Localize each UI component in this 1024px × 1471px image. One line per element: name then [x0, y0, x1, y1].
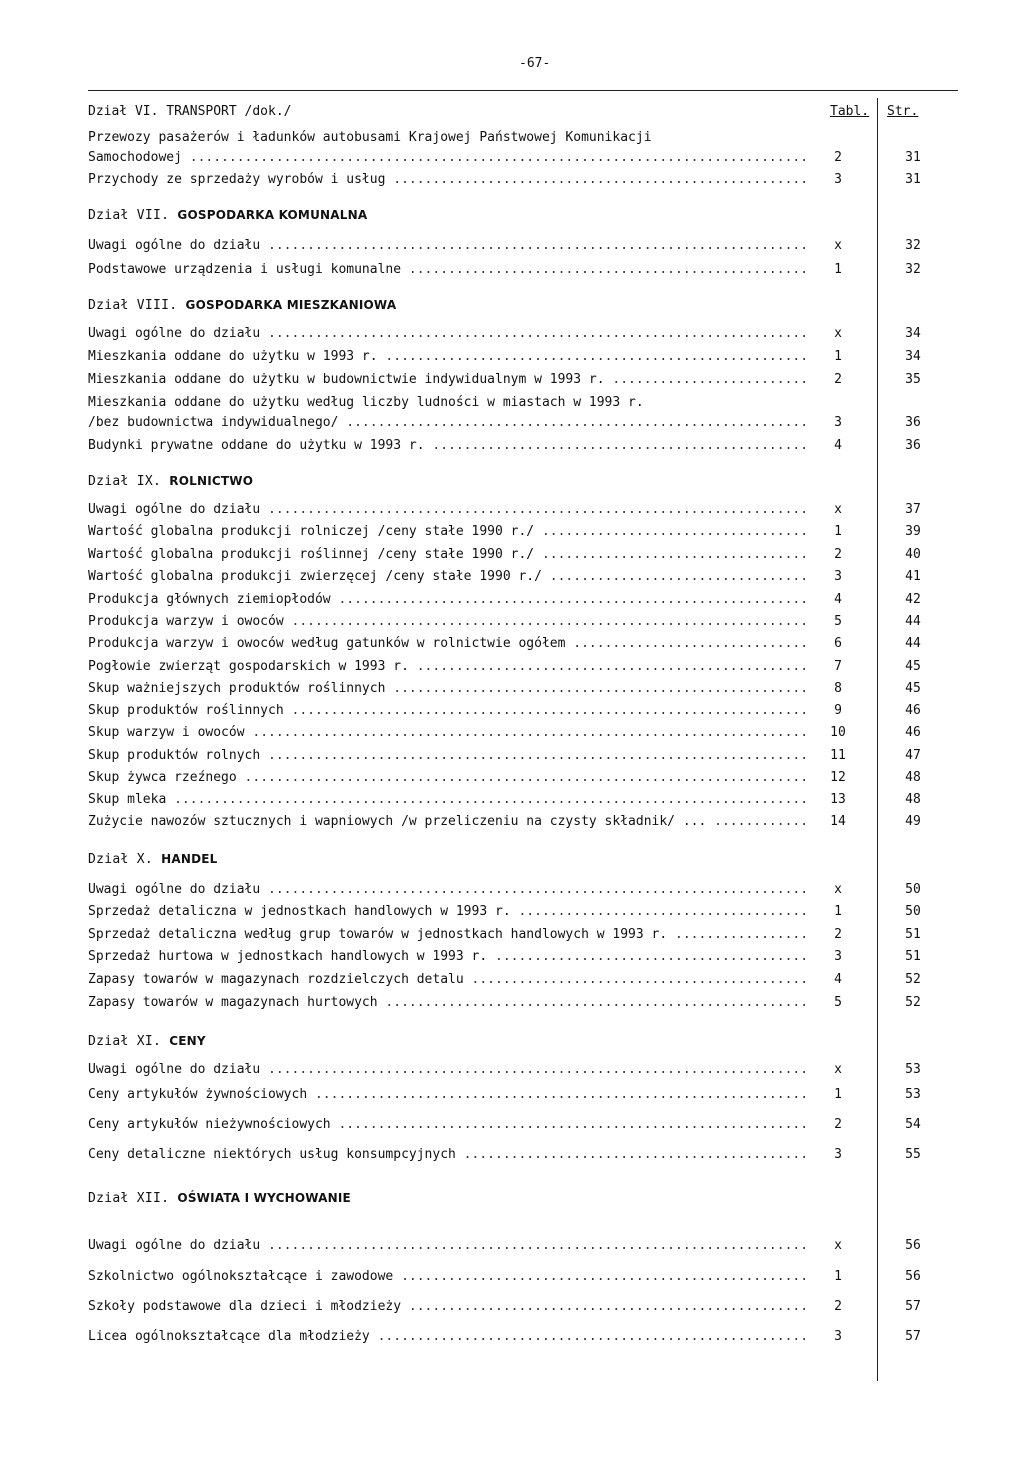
- toc-row-str: 51: [905, 927, 921, 942]
- toc-row-str: 46: [905, 725, 921, 740]
- toc-row-tabl: 1: [834, 524, 842, 539]
- toc-row-tabl: x: [834, 502, 842, 517]
- toc-row-str: 37: [905, 502, 921, 517]
- section-name: GOSPODARKA MIESZKANIOWA: [185, 298, 397, 312]
- toc-row-str: 54: [905, 1117, 921, 1132]
- toc-row: [88, 236, 935, 256]
- toc-row-tabl: 4: [834, 972, 842, 987]
- toc-row-desc: Pogłowie zwierząt gospodarskich w 1993 r. .....: [88, 657, 808, 677]
- toc-row-tabl: 2: [834, 150, 842, 165]
- toc-row-tabl: x: [834, 326, 842, 341]
- toc-row-desc: Wartość globalna produkcji zwierzęcej /ceny stałe 1990 r./ .....: [88, 567, 808, 587]
- toc-row: [88, 370, 935, 390]
- toc-row-desc: Sprzedaż detaliczna według grup towarów w jednostkach handlowych w 1993 r. .....: [88, 925, 808, 945]
- toc-row-str: 52: [905, 995, 921, 1010]
- toc-row-str: 42: [905, 592, 921, 607]
- toc-row-desc: Szkoły podstawowe dla dzieci i młodzieży .....: [88, 1297, 808, 1317]
- toc-row: [88, 880, 935, 900]
- toc-row-desc: Wartość globalna produkcji rolniczej /ceny stałe 1990 r./ .....: [88, 522, 808, 542]
- toc-row-desc: Skup produktów rolnych .....: [88, 746, 808, 766]
- toc-row-desc: Skup żywca rzeźnego .....: [88, 768, 808, 788]
- toc-row: [88, 634, 935, 654]
- toc-row-tabl: 3: [834, 172, 842, 187]
- toc-row: [88, 790, 935, 810]
- toc-row-str: 36: [905, 415, 921, 430]
- toc-row-str: 52: [905, 972, 921, 987]
- toc-row-tabl: 3: [834, 949, 842, 964]
- toc-row-tabl: 4: [834, 438, 842, 453]
- toc-row-str: 46: [905, 703, 921, 718]
- toc-row-desc: Budynki prywatne oddane do użytku w 1993 r. .....: [88, 436, 808, 456]
- toc-row-tabl: x: [834, 882, 842, 897]
- toc-row-str: 53: [905, 1062, 921, 1077]
- toc-row: [88, 324, 935, 344]
- toc-row-str: 44: [905, 614, 921, 629]
- toc-row-tabl: 5: [834, 614, 842, 629]
- toc-row-str: 47: [905, 748, 921, 763]
- toc-row: [88, 925, 935, 945]
- toc-row: [88, 1297, 935, 1317]
- section-heading-x: [88, 852, 218, 867]
- toc-row-desc: Skup produktów roślinnych .....: [88, 701, 808, 721]
- toc-row-tabl: 9: [834, 703, 842, 718]
- toc-row: [88, 1060, 935, 1080]
- toc-row-tabl: 3: [834, 415, 842, 430]
- section-name: GOSPODARKA KOMUNALNA: [177, 208, 368, 222]
- toc-row: [88, 130, 935, 168]
- toc-row-tabl: 2: [834, 927, 842, 942]
- toc-row-tabl: 2: [834, 547, 842, 562]
- toc-row: [88, 902, 935, 922]
- toc-row-desc: /bez budownictwa indywidualnego/ .....: [88, 413, 808, 433]
- toc-row-desc: Zapasy towarów w magazynach rozdzielczych detalu .....: [88, 970, 808, 990]
- toc-row-tabl: 14: [830, 814, 846, 829]
- toc-row-desc: Skup warzyw i owoców .....: [88, 723, 808, 743]
- toc-row-desc: Samochodowej .....: [88, 148, 808, 168]
- toc-row-tabl: 2: [834, 372, 842, 387]
- toc-row-str: 34: [905, 326, 921, 341]
- toc-row-tabl: 8: [834, 681, 842, 696]
- toc-row-desc: Mieszkania oddane do użytku w 1993 r. .....: [88, 347, 808, 367]
- section-label: Dział IX.: [88, 474, 162, 489]
- toc-row-str: 50: [905, 904, 921, 919]
- toc-row-str: 45: [905, 681, 921, 696]
- toc-row-str: 41: [905, 569, 921, 584]
- toc-row: [88, 545, 935, 565]
- toc-row-str: 39: [905, 524, 921, 539]
- toc-row-str: 45: [905, 659, 921, 674]
- toc-row-str: 32: [905, 238, 921, 253]
- toc-row-pre: Mieszkania oddane do użytku według liczby ludności w miastach w 1993 r.: [88, 395, 644, 410]
- toc-row-tabl: 1: [834, 1269, 842, 1284]
- toc-row-str: 51: [905, 949, 921, 964]
- section-heading-viii: [88, 298, 396, 313]
- section-heading-vii: [88, 208, 367, 223]
- toc-row-tabl: x: [834, 1238, 842, 1253]
- toc-row-tabl: 3: [834, 569, 842, 584]
- toc-row-str: 50: [905, 882, 921, 897]
- toc-row: [88, 812, 935, 832]
- toc-row-desc: Uwagi ogólne do działu .....: [88, 1236, 808, 1256]
- toc-row-tabl: 1: [834, 262, 842, 277]
- toc-row: [88, 1327, 935, 1347]
- toc-row: [88, 1145, 935, 1165]
- section-label: Dział VIII.: [88, 298, 178, 313]
- toc-row: [88, 567, 935, 587]
- toc-row: [88, 723, 935, 743]
- toc-row-tabl: 5: [834, 995, 842, 1010]
- toc-row-desc: Ceny artykułów nieżywnościowych .....: [88, 1115, 808, 1135]
- toc-row-tabl: 2: [834, 1299, 842, 1314]
- toc-row: [88, 947, 935, 967]
- toc-row-desc: Ceny detaliczne niektórych usług konsumpcyjnych .....: [88, 1145, 808, 1165]
- toc-row-tabl: 2: [834, 1117, 842, 1132]
- toc-row-desc: Produkcja głównych ziemiopłodów .....: [88, 590, 808, 610]
- toc-row: [88, 679, 935, 699]
- toc-row-tabl: x: [834, 1062, 842, 1077]
- toc-row-str: 57: [905, 1329, 921, 1344]
- toc-row-tabl: x: [834, 238, 842, 253]
- toc-row-str: 36: [905, 438, 921, 453]
- toc-row-tabl: 1: [834, 904, 842, 919]
- toc-row-str: 31: [905, 150, 921, 165]
- toc-row-tabl: 12: [830, 770, 846, 785]
- section-heading-xii: [88, 1191, 351, 1206]
- toc-row: [88, 395, 935, 433]
- toc-row-desc: Skup ważniejszych produktów roślinnych .....: [88, 679, 808, 699]
- toc-row-desc: Zużycie nawozów sztucznych i wapniowych /w przeliczeniu na czysty składnik/ ... .....: [88, 812, 808, 832]
- toc-row: [88, 612, 935, 632]
- toc-row-str: 34: [905, 349, 921, 364]
- toc-row-str: 31: [905, 172, 921, 187]
- section-name: CENY: [169, 1034, 206, 1048]
- toc-row: [88, 522, 935, 542]
- toc-row-desc: Produkcja warzyw i owoców .....: [88, 612, 808, 632]
- toc-row-desc: Uwagi ogólne do działu .....: [88, 880, 808, 900]
- toc-row-str: 48: [905, 792, 921, 807]
- toc-row: [88, 170, 935, 190]
- toc-row: [88, 1236, 935, 1256]
- toc-row-tabl: 1: [834, 1087, 842, 1102]
- section-label: Dział XI.: [88, 1034, 162, 1049]
- toc-row-desc: Szkolnictwo ogólnokształcące i zawodowe .....: [88, 1267, 808, 1287]
- column-header-str: Str.: [887, 104, 919, 119]
- toc-row-str: 49: [905, 814, 921, 829]
- toc-row-pre: Przewozy pasażerów i ładunków autobusami Krajowej Państwowej Komunikacji: [88, 130, 652, 145]
- toc-row: [88, 1115, 935, 1135]
- toc-row: [88, 260, 935, 280]
- toc-row-desc: Mieszkania oddane do użytku w budownictwie indywidualnym w 1993 r. .....: [88, 370, 808, 390]
- toc-row: [88, 768, 935, 788]
- section-title: Dział VI. TRANSPORT /dok./: [88, 104, 292, 119]
- toc-row-tabl: 3: [834, 1329, 842, 1344]
- toc-row: [88, 590, 935, 610]
- toc-row-str: 56: [905, 1238, 921, 1253]
- toc-row-str: 55: [905, 1147, 921, 1162]
- toc-row: [88, 1267, 935, 1287]
- toc-row-str: 48: [905, 770, 921, 785]
- toc-row: [88, 436, 935, 456]
- toc-row-str: 56: [905, 1269, 921, 1284]
- toc-row-desc: Sprzedaż detaliczna w jednostkach handlowych w 1993 r. .....: [88, 902, 808, 922]
- toc-row-str: 53: [905, 1087, 921, 1102]
- toc-row: [88, 500, 935, 520]
- toc-row-desc: Podstawowe urządzenia i usługi komunalne .....: [88, 260, 808, 280]
- toc-row: [88, 970, 935, 990]
- toc-row: [88, 1085, 935, 1105]
- section-label: Dział VII.: [88, 208, 170, 223]
- toc-row-str: 32: [905, 262, 921, 277]
- section-heading-xi: [88, 1034, 206, 1049]
- toc-row-desc: Uwagi ogólne do działu .....: [88, 500, 808, 520]
- toc-row: [88, 701, 935, 721]
- toc-row-desc: Uwagi ogólne do działu .....: [88, 324, 808, 344]
- section-label: Dział XII.: [88, 1191, 170, 1206]
- top-rule: [88, 90, 958, 91]
- toc-row-tabl: 11: [830, 748, 846, 763]
- toc-row-tabl: 6: [834, 636, 842, 651]
- toc-row-tabl: 7: [834, 659, 842, 674]
- toc-row-str: 44: [905, 636, 921, 651]
- section-name: HANDEL: [161, 852, 218, 866]
- toc-row-desc: Licea ogólnokształcące dla młodzieży .....: [88, 1327, 808, 1347]
- toc-row: [88, 657, 935, 677]
- toc-row-tabl: 4: [834, 592, 842, 607]
- toc-row-desc: Uwagi ogólne do działu .....: [88, 236, 808, 256]
- toc-row-desc: Przychody ze sprzedaży wyrobów i usług .....: [88, 170, 808, 190]
- toc-row: [88, 746, 935, 766]
- toc-row-desc: Uwagi ogólne do działu .....: [88, 1060, 808, 1080]
- toc-row-desc: Wartość globalna produkcji roślinnej /ceny stałe 1990 r./ .....: [88, 545, 808, 565]
- toc-row-tabl: 13: [830, 792, 846, 807]
- section-name: ROLNICTWO: [169, 474, 254, 488]
- toc-row-desc: Zapasy towarów w magazynach hurtowych .....: [88, 993, 808, 1013]
- page-number: -67-: [519, 56, 551, 71]
- toc-row: [88, 993, 935, 1013]
- toc-row-desc: Ceny artykułów żywnościowych .....: [88, 1085, 808, 1105]
- toc-row-desc: Produkcja warzyw i owoców według gatunków w rolnictwie ogółem .....: [88, 634, 808, 654]
- section-name: OŚWIATA I WYCHOWANIE: [177, 1191, 351, 1205]
- section-label: Dział X.: [88, 852, 154, 867]
- toc-row-str: 57: [905, 1299, 921, 1314]
- toc-row-tabl: 1: [834, 349, 842, 364]
- toc-row-tabl: 3: [834, 1147, 842, 1162]
- column-header-tabl: Tabl.: [830, 104, 870, 119]
- toc-row-str: 35: [905, 372, 921, 387]
- section-heading-ix: [88, 474, 253, 489]
- toc-row-tabl: 10: [830, 725, 846, 740]
- toc-row: [88, 347, 935, 367]
- toc-row-str: 40: [905, 547, 921, 562]
- toc-row-desc: Sprzedaż hurtowa w jednostkach handlowych w 1993 r. .....: [88, 947, 808, 967]
- toc-row-desc: Skup mleka .....: [88, 790, 808, 810]
